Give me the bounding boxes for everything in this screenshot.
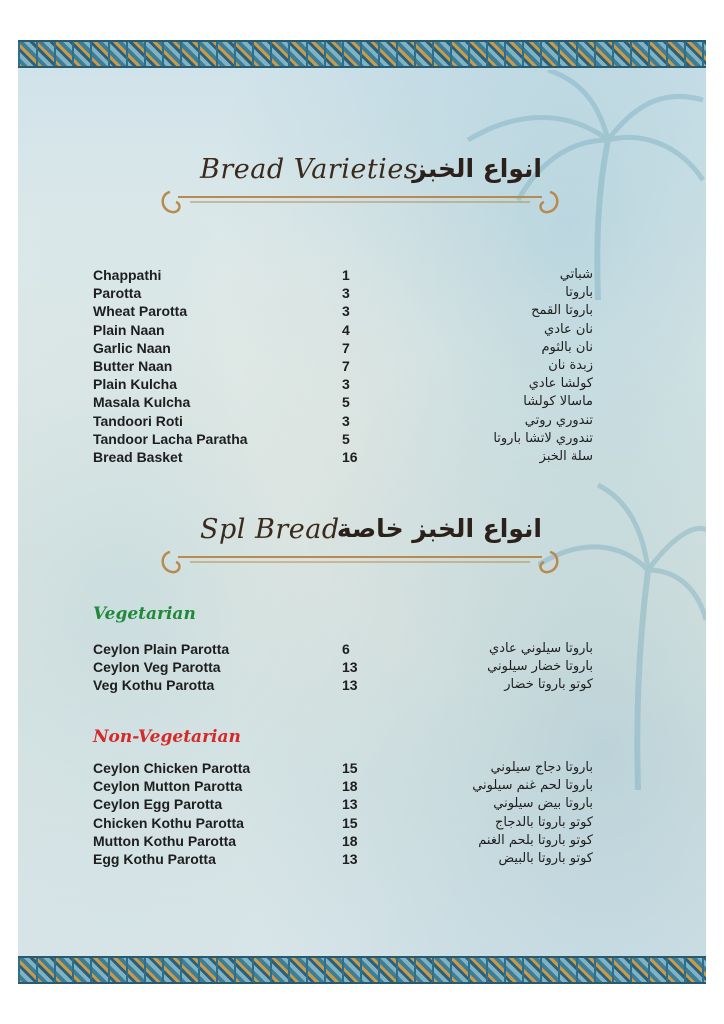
menu-item-arabic-name: ماسالا كولشا [523,394,593,410]
menu-item-arabic-name: كوتو باروتا بلحم الغنم [478,832,593,848]
menu-item-price: 1 [342,267,350,283]
menu-item-row [93,449,593,467]
menu-item-name: Garlic Naan [93,339,171,356]
menu-item-row [93,677,593,695]
menu-item-name: Masala Kulcha [93,394,191,411]
menu-item-arabic-name: زبدة نان [548,357,593,373]
menu-item-price: 7 [342,357,350,374]
menu-item-name: Mutton Kothu Parotta [93,832,237,849]
menu-item-name: Tandoor Lacha Paratha [93,430,248,447]
menu-item-name: Ceylon Veg Parotta [93,659,221,676]
vegetarian-list [93,641,593,696]
menu-page [18,40,706,984]
menu-item-arabic-name: كوتو باروتا بالبيض [498,850,593,866]
menu-item-price: 5 [342,430,350,447]
menu-item-arabic-name: سلة الخبز [539,448,593,464]
menu-item-price: 4 [342,321,350,338]
menu-item-row [93,394,593,412]
menu-item-row [93,358,593,376]
spl-bread-title-en: Spl Bread [200,514,340,545]
menu-item-row [93,778,593,796]
menu-item-name: Bread Basket [93,448,183,465]
menu-item-arabic-name: باروتا [565,285,593,301]
menu-item-name: Tandoori Roti [93,412,183,429]
menu-item-arabic-name: باروتا بيض سيلوني [493,796,593,812]
menu-item-row [93,303,593,321]
bread-varieties-title-en: Bread Varieties [200,154,419,185]
menu-item-name: Ceylon Egg Parotta [93,796,223,813]
menu-item-price: 15 [342,814,358,831]
menu-item-row [93,760,593,778]
menu-item-price: 15 [342,760,358,776]
menu-item-price: 13 [342,677,358,694]
menu-item-arabic-name: باروتا القمح [531,303,593,319]
menu-item-name: Ceylon Plain Parotta [93,641,230,657]
menu-item-arabic-name: شباتي [559,267,593,282]
menu-item-arabic-name: كولشا عادي [528,376,593,392]
menu-item-name: Wheat Parotta [93,303,188,320]
menu-item-row [93,815,593,833]
menu-item-arabic-name: باروتا دجاج سيلوني [490,760,593,775]
menu-item-row [93,641,593,659]
menu-item-price: 5 [342,394,350,411]
menu-item-price: 3 [342,303,350,320]
menu-item-arabic-name: نان بالثوم [541,339,593,355]
menu-item-name: Ceylon Mutton Parotta [93,778,243,795]
menu-item-row [93,833,593,851]
menu-item-row [93,851,593,869]
menu-item-name: Butter Naan [93,357,173,374]
menu-item-arabic-name: تندوري روتي [524,412,593,428]
menu-item-arabic-name: باروتا سيلوني عادي [489,641,593,656]
menu-item-arabic-name: تندوري لاتشا باروتا [493,430,593,446]
palm-tree-background-icon [538,470,706,790]
spl-bread-title-ar: انواع الخبز خاصة [336,514,542,543]
header-flourish-icon [160,182,560,218]
menu-item-name: Veg Kothu Parotta [93,677,215,694]
menu-item-row [93,376,593,394]
vegetarian-subheading: Vegetarian [93,604,196,624]
menu-item-price: 6 [342,641,350,657]
menu-item-row [93,267,593,285]
menu-item-name: Plain Kulcha [93,376,178,393]
menu-item-price: 13 [342,659,358,676]
menu-item-arabic-name: كوتو باروتا بالدجاج [495,814,593,830]
menu-item-arabic-name: نان عادي [544,321,593,337]
menu-item-price: 13 [342,796,358,813]
menu-item-price: 18 [342,778,358,795]
menu-item-row [93,322,593,340]
nonveg-list [93,760,593,869]
menu-item-row [93,431,593,449]
menu-item-name: Plain Naan [93,321,165,338]
bread-varieties-list [93,267,593,467]
bottom-ornamental-border [18,956,706,984]
menu-item-price: 16 [342,448,358,465]
menu-item-row [93,659,593,677]
menu-item-name: Egg Kothu Parotta [93,850,216,867]
menu-item-name: Chappathi [93,267,162,283]
menu-item-price: 18 [342,832,358,849]
top-ornamental-border [18,40,706,68]
menu-item-name: Ceylon Chicken Parotta [93,760,251,776]
header-flourish-icon [160,542,560,578]
menu-item-arabic-name: باروتا خضار سيلوني [487,659,593,675]
menu-item-arabic-name: كوتو باروتا خضار [504,677,593,693]
menu-item-price: 3 [342,376,350,393]
menu-item-price: 7 [342,339,350,356]
menu-item-row [93,413,593,431]
menu-item-row [93,796,593,814]
menu-item-row [93,285,593,303]
menu-item-row [93,340,593,358]
menu-item-price: 3 [342,412,350,429]
menu-item-name: Chicken Kothu Parotta [93,814,244,831]
menu-item-price: 3 [342,285,350,302]
bread-varieties-title-ar: انواع الخبز [412,154,542,183]
nonveg-subheading: Non-Vegetarian [93,727,241,747]
bread-varieties-header [160,152,560,218]
menu-item-arabic-name: باروتا لحم غنم سيلوني [472,778,593,794]
menu-item-name: Parotta [93,285,142,302]
menu-item-price: 13 [342,850,358,867]
spl-bread-header [160,512,560,578]
